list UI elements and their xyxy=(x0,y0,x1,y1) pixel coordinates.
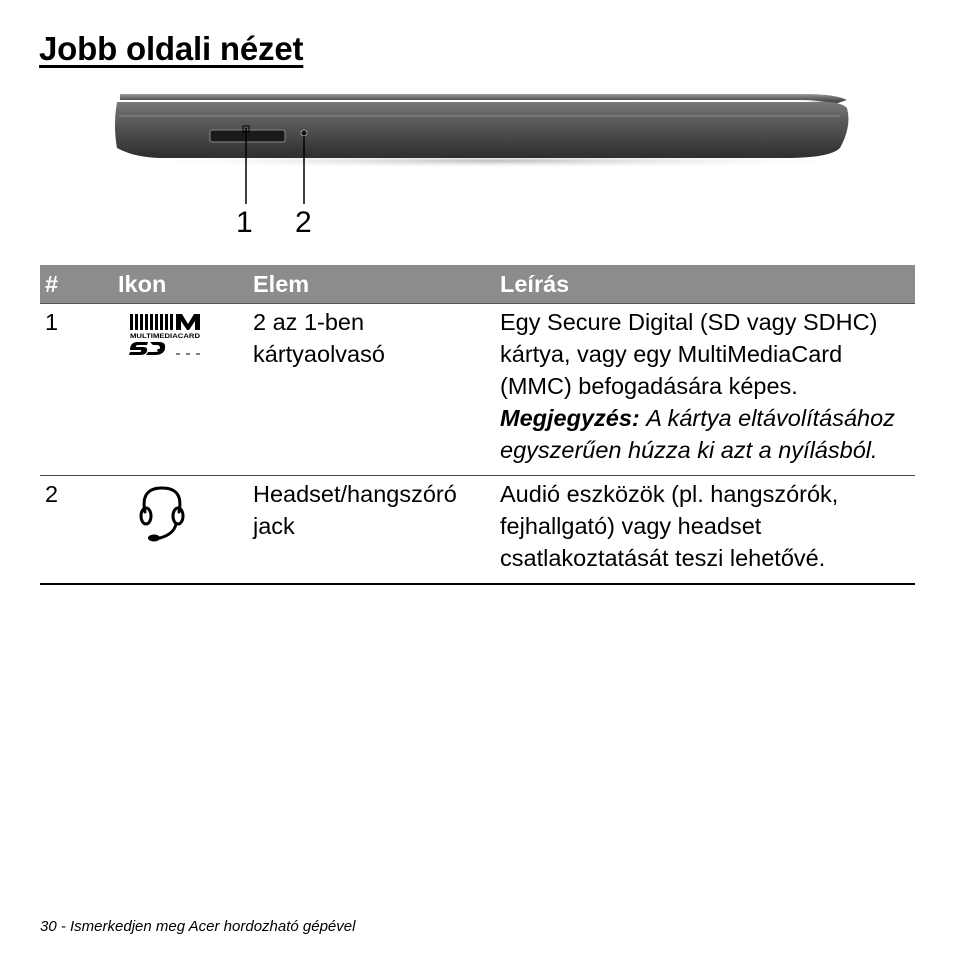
row-icon-cell xyxy=(113,476,248,585)
header-item: Elem xyxy=(248,265,495,304)
header-icon: Ikon xyxy=(113,265,248,304)
row-icon-cell xyxy=(113,304,248,476)
callout-number-2: 2 xyxy=(295,206,312,239)
note-text: A kártya eltávolításához egyszerűen húzza ki azt a nyílásból. xyxy=(500,405,895,463)
header-num: # xyxy=(40,265,113,304)
table-row xyxy=(40,476,915,585)
row-num: 1 xyxy=(40,304,113,476)
headset-icon xyxy=(136,482,188,544)
table-header-row xyxy=(40,265,915,304)
page-title: Jobb oldali nézet xyxy=(39,30,304,67)
sd-mmc-card-icon xyxy=(128,312,204,356)
page-footer: 30 - Ismerkedjen meg Acer hordozható gépével xyxy=(40,918,356,935)
row-num: 2 xyxy=(40,476,113,585)
row-desc-text: Egy Secure Digital (SD vagy SDHC) kártya, vagy egy MultiMediaCard (MMC) befogadására képes. xyxy=(500,309,878,399)
note-label: Megjegyzés: xyxy=(500,405,640,431)
table-row xyxy=(40,304,915,476)
row-desc xyxy=(495,304,915,476)
row-item: 2 az 1-ben kártyaolvasó xyxy=(248,304,495,476)
spec-table xyxy=(40,265,915,585)
headset-jack-port xyxy=(301,130,307,136)
row-desc: Audió eszközök (pl. hangszórók, fejhallgató) vagy headset csatlakoztatását teszi lehetővé. xyxy=(495,476,915,585)
header-desc: Leírás xyxy=(495,265,915,304)
icon-text-multimediacard: MULTIMEDIACARD xyxy=(130,333,201,340)
laptop-right-side-illustration xyxy=(95,86,875,251)
callout-number-1: 1 xyxy=(236,206,253,239)
row-item: Headset/hangszóró jack xyxy=(248,476,495,585)
